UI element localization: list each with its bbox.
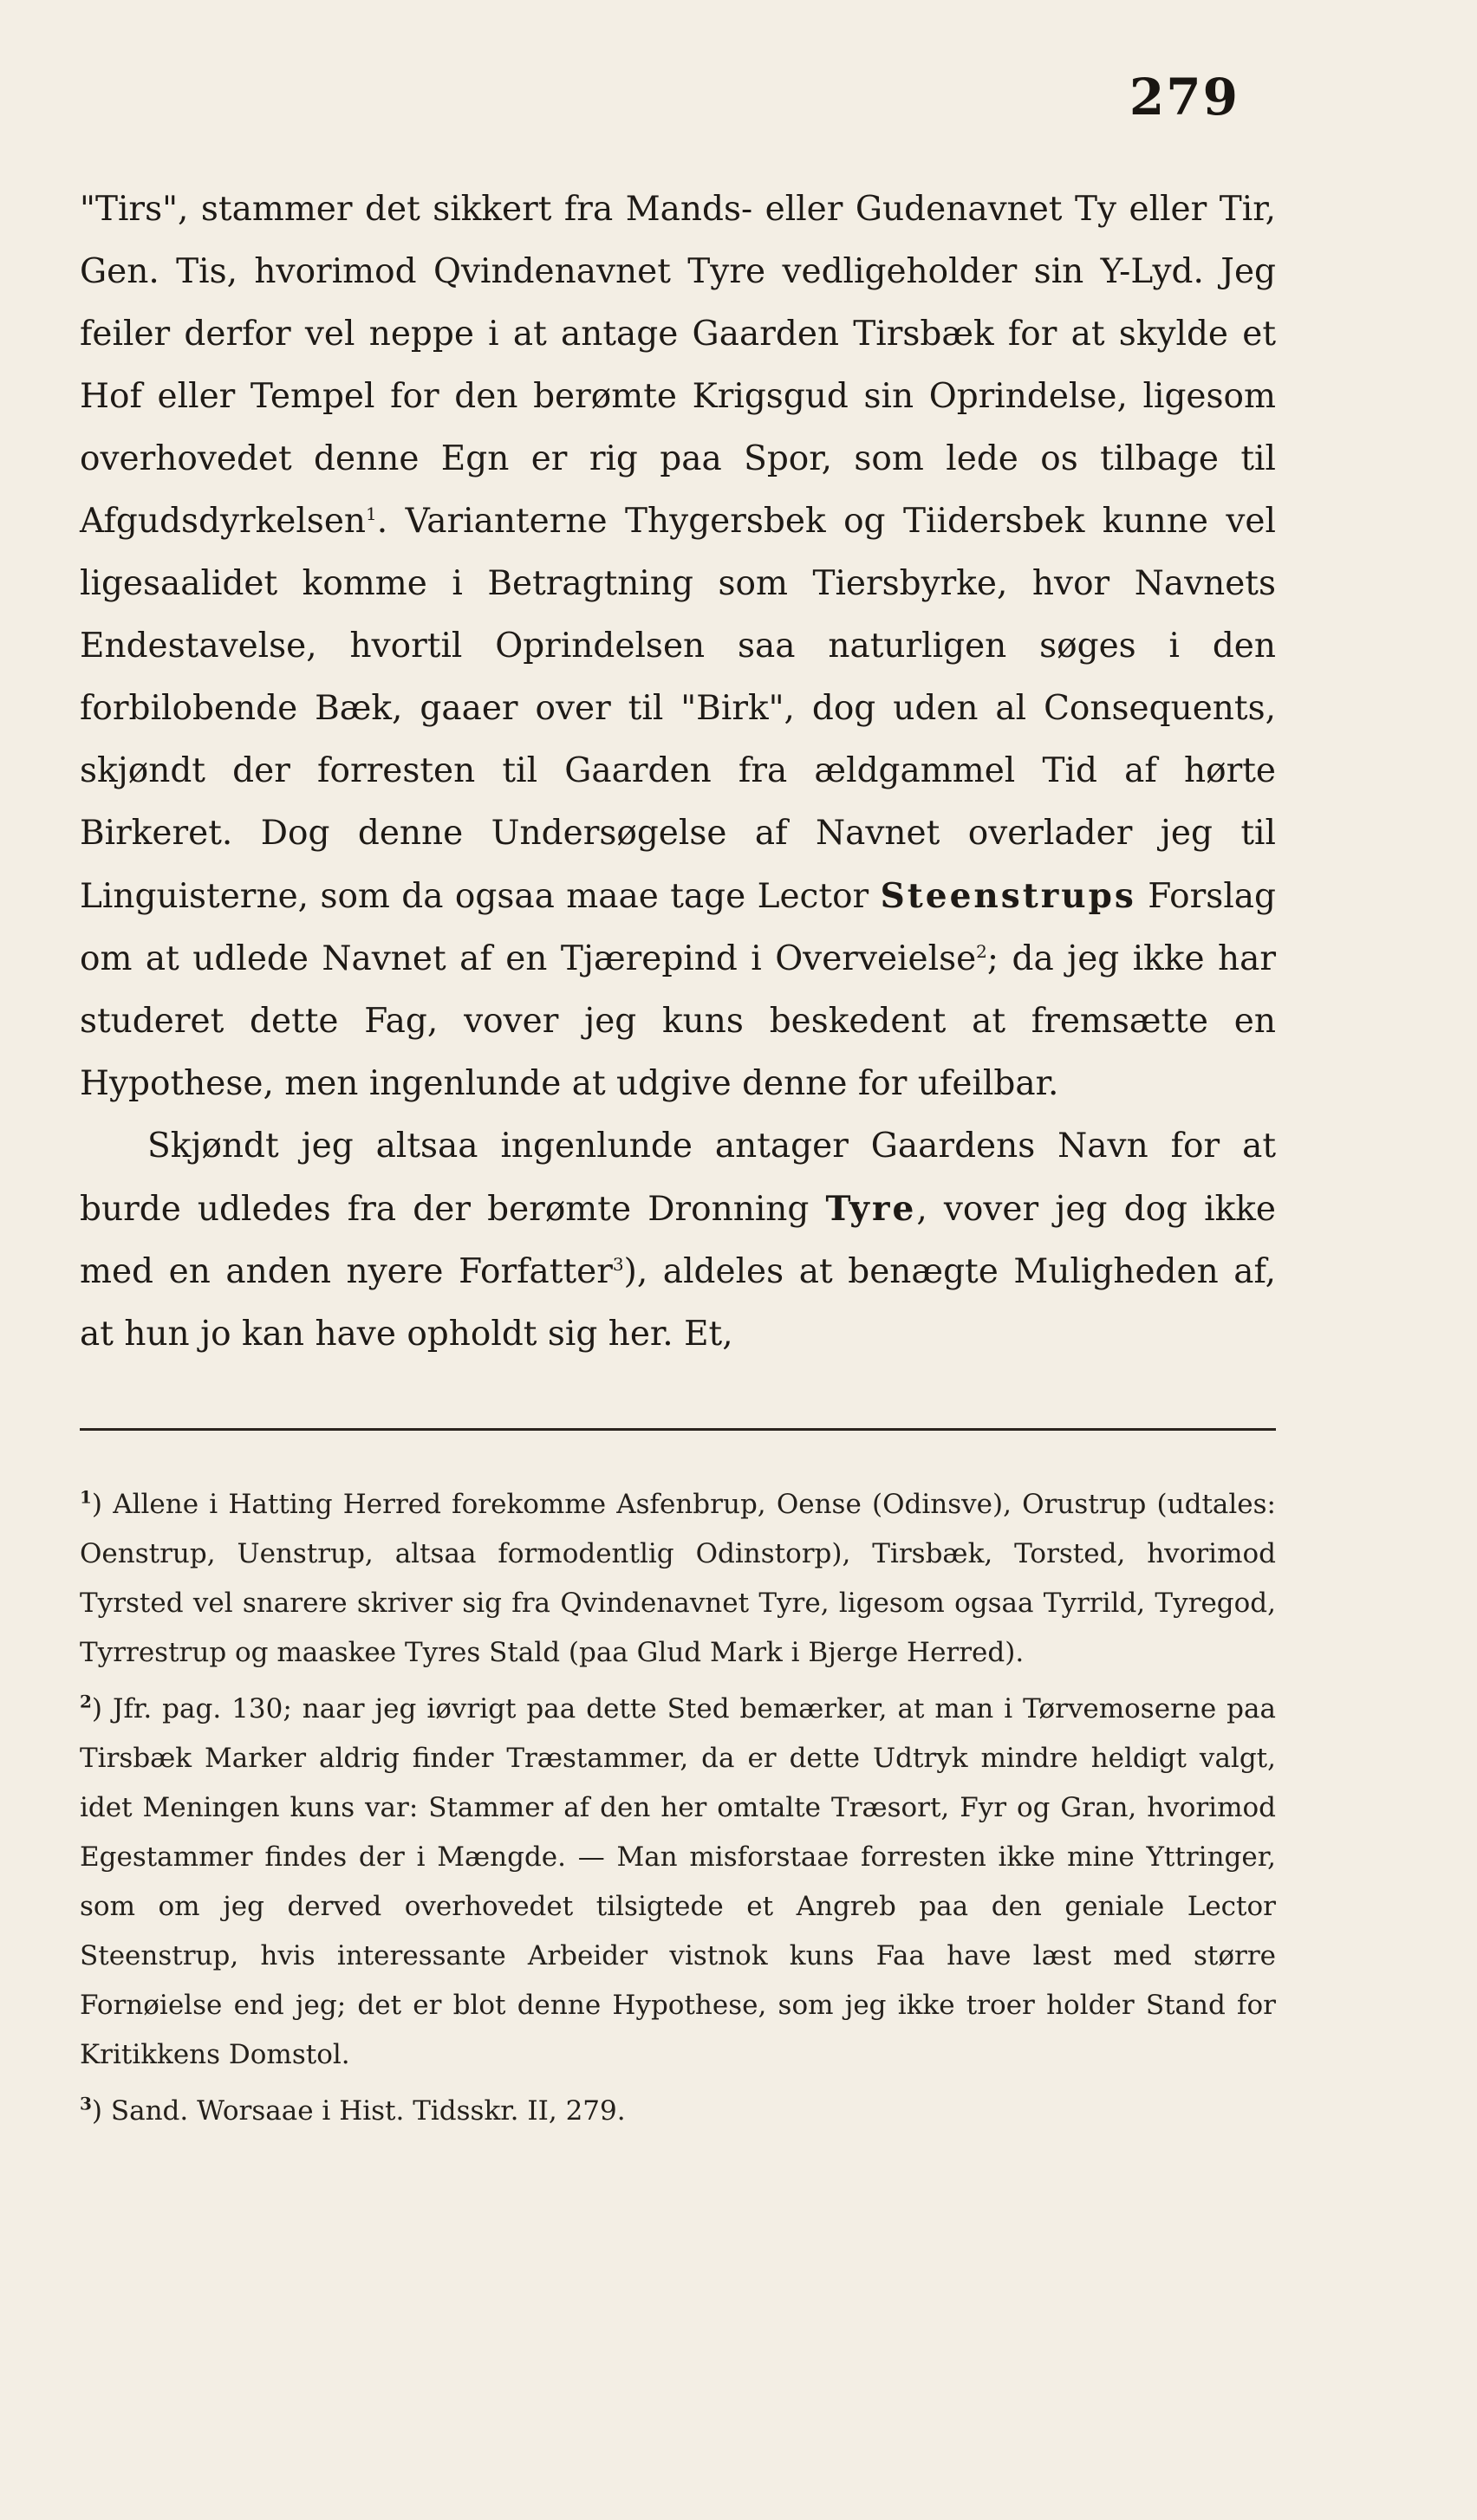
footnote-text: Allene i Hatting Herred forekomme Asfenbrup, Oense (Odinsve), Orustrup (udtales: Oenstrup, Uenstrup, altsaa formodentlig Odinstorp), Tirsbæk, Torsted, hvorimod Tyrsted vel snarere skriver sig fra Qvindenavnet Tyre, ligesom ogsaa Tyrrild, Tyregod, Tyrrestrup og maaskee Tyres Stald (paa Glud Mark i Bjerge Herred). (80, 1489, 1276, 1668)
paragraph (80, 1115, 1276, 1366)
text-run: ), aldeles at benægte Muligheden af, at hun jo kan have opholdt sig her. Et, (80, 1252, 1276, 1354)
text-run: Skjøndt jeg altsaa ingenlunde antager Gaardens Navn for at burde udledes fra der berømte Dronning (80, 1127, 1276, 1229)
text-run: ; da jeg ikke har studeret dette Fag, vover jeg kuns beskedent at fremsætte en Hypothese, men ingenlunde at udgive denne for ufeilbar. (80, 939, 1276, 1103)
footnote-reference: 3 (612, 1254, 624, 1275)
paragraph (80, 179, 1276, 1115)
footnote-number: 1 (80, 1486, 92, 1508)
footnote-reference: 1 (366, 503, 377, 524)
footnote: $^1$) Allene i Hatting Herred forekomme Asfenbrup, Oense (Odinsve), Orustrup (udtales: Oenstrup, Uenstrup, altsaa formodentlig Odinstorp), Tirsbæk, Torsted, hvorimod Tyrsted vel snarere skriver sig fra Qvindenavnet Tyre, ligesom ogsaa Tyrrild, Tyregod, Tyrrestrup og maaskee Tyres Stald (paa Glud Mark i Bjerge Herred). (80, 1486, 1276, 1668)
footnote-divider (80, 1428, 1276, 1431)
main-text (80, 179, 1276, 1366)
footnote-text: Jfr. pag. 130; naar jeg iøvrigt paa dette Sted bemærker, at man i Tørvemoserne paa Tirsbæk Marker aldrig finder Træstammer, da er dette Udtryk mindre heldigt valgt, idet Meningen kuns var: Stammer af den her omtalte Træsort, Fyr og Gran, hvorimod Egestammer findes der i Mængde. — Man misforstaae forresten ikke mine Yttringer, som om jeg derved overhovedet tilsigtede et Angreb paa den geniale Lector Steenstrup, hvis interessante Arbeider vistnok kuns Faa have læst med større Fornøielse end jeg; det er blot denne Hypothese, som jeg ikke troer holder Stand for Kritikkens Domstol. (80, 1693, 1276, 2070)
emphasized-name: Tyre (825, 1189, 917, 1229)
footnote: $^2$) Jfr. pag. 130; naar jeg iøvrigt paa dette Sted bemærker, at man i Tørvemoserne paa Tirsbæk Marker aldrig finder Træstammer, da er dette Udtryk mindre heldigt valgt, idet Meningen kuns var: Stammer af den her omtalte Træsort, Fyr og Gran, hvorimod Egestammer findes der i Mængde. — Man misforstaae forresten ikke mine Yttringer, som om jeg derved overhovedet tilsigtede et Angreb paa den geniale Lector Steenstrup, hvis interessante Arbeider vistnok kuns Faa have læst med større Fornøielse end jeg; det er blot denne Hypothese, som jeg ikke troer holder Stand for Kritikkens Domstol. (80, 1691, 1276, 2070)
text-run: "Tirs", stammer det sikkert fra Mands- eller Gudenavnet Ty eller Tir, Gen. Tis, hvorimod Qvindenavnet Tyre vedligeholder sin Y-Lyd. Jeg feiler derfor vel neppe i at antage Gaarden Tirsbæk for at skylde et Hof eller Tempel for den berømte Krigsgud sin Oprindelse, ligesom overhovedet denne Egn er rig paa Spor, som lede os tilbage til Afgudsdyrkelsen (80, 190, 1276, 541)
footnote-number: 3 (80, 2093, 92, 2114)
footnote-number: 2 (80, 1691, 92, 1712)
text-run: , vover jeg dog ikke med en anden nyere Forfatter (80, 1190, 1276, 1291)
text-run: . Varianterne Thygersbek og Tiidersbek kunne vel ligesaalidet komme i Betragtning som Tiersbyrke, hvor Navnets Endestavelse, hvortil Oprindelsen saa naturligen søges i den forbilobende Bæk, gaaer over til "Birk", dog uden al Consequents, skjøndt der forresten til Gaarden fra ældgammel Tid af hørte Birkeret. Dog denne Undersøgelse af Navnet overlader jeg til Linguisterne, som da ogsaa maae tage Lector (80, 502, 1276, 916)
emphasized-name: Steenstrups (880, 876, 1136, 916)
page-number: 279 (1129, 68, 1240, 127)
footnote-reference: 2 (976, 941, 987, 962)
footnote-text: Sand. Worsaae i Hist. Tidsskr. II, 279. (110, 2095, 626, 2127)
footnotes (80, 1480, 1276, 2143)
text-run: Forslag om at udlede Navnet af en Tjærepind i Overveielse (80, 877, 1277, 978)
footnote: $^3$) Sand. Worsaae i Hist. Tidsskr. II, 279. (80, 2093, 626, 2127)
